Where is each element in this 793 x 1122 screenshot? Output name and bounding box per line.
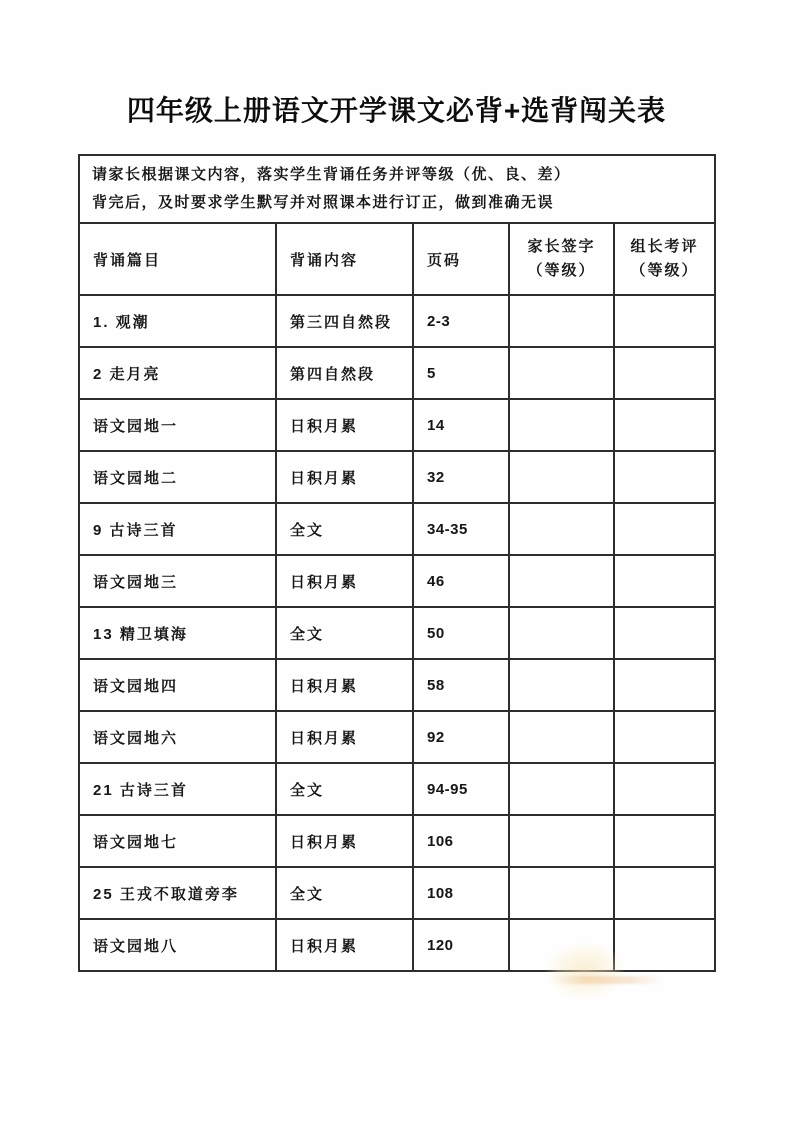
- cell-leader-review: [614, 607, 715, 659]
- table-row: [79, 503, 715, 555]
- cell-recitation-title: 语文园地三: [79, 555, 276, 607]
- cell-page-number: 106: [413, 815, 509, 867]
- column-header-recitation-content: 背诵内容: [276, 223, 413, 295]
- cell-page-number: 50: [413, 607, 509, 659]
- cell-leader-review: [614, 451, 715, 503]
- cell-recitation-title: 语文园地六: [79, 711, 276, 763]
- cell-recitation-title: 13 精卫填海: [79, 607, 276, 659]
- cell-leader-review: [614, 815, 715, 867]
- cell-page-number: 92: [413, 711, 509, 763]
- page-title: 四年级上册语文开学课文必背+选背闯关表: [126, 95, 667, 126]
- cell-parent-signature: [509, 867, 614, 919]
- cell-leader-review: [614, 867, 715, 919]
- cell-parent-signature: [509, 347, 614, 399]
- cell-page-number: 94-95: [413, 763, 509, 815]
- cell-page-number: 14: [413, 399, 509, 451]
- table-row: [79, 347, 715, 399]
- cell-recitation-content: 第三四自然段: [276, 295, 413, 347]
- cell-leader-review: [614, 503, 715, 555]
- cell-recitation-content: 日积月累: [276, 711, 413, 763]
- cell-leader-review: [614, 919, 715, 971]
- column-header-parent-signature: [509, 223, 614, 295]
- cell-recitation-content: 全文: [276, 503, 413, 555]
- cell-page-number: 108: [413, 867, 509, 919]
- cell-page-number: 120: [413, 919, 509, 971]
- cell-page-number: 58: [413, 659, 509, 711]
- cell-leader-review: [614, 399, 715, 451]
- cell-recitation-title: 语文园地二: [79, 451, 276, 503]
- cell-leader-review: [614, 711, 715, 763]
- table-row: [79, 711, 715, 763]
- cell-leader-review: [614, 347, 715, 399]
- cell-parent-signature: [509, 503, 614, 555]
- table-row: [79, 607, 715, 659]
- cell-recitation-title: 2 走月亮: [79, 347, 276, 399]
- cell-parent-signature: [509, 815, 614, 867]
- cell-page-number: 5: [413, 347, 509, 399]
- table-row: [79, 555, 715, 607]
- notice-line-1: 请家长根据课文内容，落实学生背诵任务并评等级（优、良、差）: [92, 166, 571, 183]
- cell-recitation-title: 语文园地四: [79, 659, 276, 711]
- column-header-label: 家长签字: [527, 238, 596, 255]
- cell-recitation-content: 日积月累: [276, 815, 413, 867]
- recitation-table-body: [79, 155, 715, 971]
- column-header-recitation-title: 背诵篇目: [79, 223, 276, 295]
- table-row: [79, 451, 715, 503]
- cell-leader-review: [614, 295, 715, 347]
- cell-recitation-title: 语文园地一: [79, 399, 276, 451]
- cell-recitation-content: 全文: [276, 867, 413, 919]
- cell-recitation-title: 9 古诗三首: [79, 503, 276, 555]
- column-header-page-number: 页码: [413, 223, 509, 295]
- cell-page-number: 32: [413, 451, 509, 503]
- cell-recitation-content: 全文: [276, 763, 413, 815]
- cell-parent-signature: [509, 659, 614, 711]
- cell-parent-signature: [509, 919, 614, 971]
- table-row: [79, 763, 715, 815]
- notice-row: [79, 155, 715, 223]
- cell-leader-review: [614, 555, 715, 607]
- cell-parent-signature: [509, 295, 614, 347]
- cell-leader-review: [614, 763, 715, 815]
- cell-recitation-content: 日积月累: [276, 919, 413, 971]
- table-row: [79, 659, 715, 711]
- cell-page-number: 34-35: [413, 503, 509, 555]
- table-row: [79, 815, 715, 867]
- column-header-leader-review: [614, 223, 715, 295]
- cell-recitation-title: 语文园地八: [79, 919, 276, 971]
- cell-leader-review: [614, 659, 715, 711]
- cell-recitation-title: 1. 观潮: [79, 295, 276, 347]
- cell-parent-signature: [509, 763, 614, 815]
- cell-parent-signature: [509, 399, 614, 451]
- cell-parent-signature: [509, 607, 614, 659]
- notice-line-2: 背完后，及时要求学生默写并对照课本进行订正，做到准确无误: [92, 194, 555, 211]
- column-header-sub: （等级）: [630, 262, 699, 279]
- cell-recitation-title: 21 古诗三首: [79, 763, 276, 815]
- table-header-row: [79, 223, 715, 295]
- table-row: [79, 399, 715, 451]
- cell-recitation-content: 日积月累: [276, 399, 413, 451]
- column-header-label: 组长考评: [630, 238, 699, 255]
- table-row: [79, 867, 715, 919]
- cell-recitation-content: 日积月累: [276, 451, 413, 503]
- cell-recitation-content: 第四自然段: [276, 347, 413, 399]
- notice-cell: [79, 155, 715, 223]
- cell-page-number: 46: [413, 555, 509, 607]
- cell-recitation-title: 25 王戎不取道旁李: [79, 867, 276, 919]
- cell-parent-signature: [509, 711, 614, 763]
- cell-recitation-title: 语文园地七: [79, 815, 276, 867]
- recitation-table: [78, 154, 716, 972]
- cell-parent-signature: [509, 555, 614, 607]
- cell-page-number: 2-3: [413, 295, 509, 347]
- table-row: [79, 295, 715, 347]
- table-row: [79, 919, 715, 971]
- cell-recitation-content: 日积月累: [276, 659, 413, 711]
- cell-recitation-content: 全文: [276, 607, 413, 659]
- cell-parent-signature: [509, 451, 614, 503]
- cell-recitation-content: 日积月累: [276, 555, 413, 607]
- column-header-sub: （等级）: [527, 262, 596, 279]
